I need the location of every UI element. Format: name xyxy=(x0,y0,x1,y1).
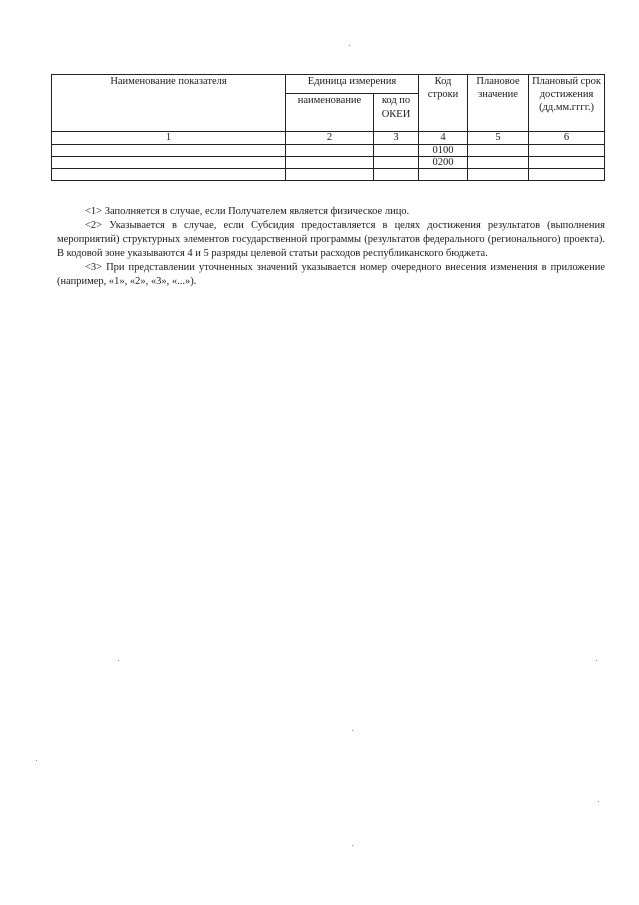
cell-unit-name xyxy=(286,169,374,181)
column-number-row xyxy=(52,132,605,145)
cell-okei xyxy=(374,169,419,181)
footnote-3: <3> При представлении уточненных значений указывается номер очередного внесения изменения в приложение (например, «1», «2», «3», «...»). xyxy=(57,262,605,287)
footnote-1: <1> Заполняется в случае, если Получателем является физическое лицо. xyxy=(85,206,410,217)
cell-planned-value xyxy=(468,169,529,181)
scan-speck xyxy=(598,801,599,802)
column-number: 2 xyxy=(286,132,374,145)
cell-planned-value xyxy=(468,145,529,157)
scan-speck xyxy=(596,660,597,661)
cell-planned-value xyxy=(468,157,529,169)
cell-unit-name xyxy=(286,145,374,157)
footnotes xyxy=(57,205,605,289)
header-row-code: Код строки xyxy=(419,75,468,132)
header-planned-deadline: Плановый срок достижения (дд.мм.гггг.) xyxy=(529,75,605,132)
cell-row-code: 0100 xyxy=(419,145,468,157)
cell-planned-deadline xyxy=(529,157,605,169)
cell-planned-deadline xyxy=(529,169,605,181)
column-number: 3 xyxy=(374,132,419,145)
header-unit-okei: код по ОКЕИ xyxy=(374,94,419,132)
header-unit-group: Единица измерения xyxy=(286,75,419,94)
column-number: 1 xyxy=(52,132,286,145)
scan-speck xyxy=(36,760,37,761)
cell-okei xyxy=(374,145,419,157)
column-number: 5 xyxy=(468,132,529,145)
header-unit-name: наименование xyxy=(286,94,374,132)
cell-okei xyxy=(374,157,419,169)
scan-speck xyxy=(349,45,350,46)
header-planned-value: Плановое значение xyxy=(468,75,529,132)
cell-row-code: 0200 xyxy=(419,157,468,169)
cell-indicator xyxy=(52,157,286,169)
indicators-table xyxy=(51,74,605,181)
footnote-2: <2> Указывается в случае, если Субсидия предоставляется в целях достижения результатов (выполнения мероприятий) структурных элементов государственной программы (результатов федерального (регионального) проекта). В кодовой зоне указываются 4 и 5 разряды целевой статьи расходов республиканского бюджета. xyxy=(57,220,605,259)
cell-indicator xyxy=(52,145,286,157)
cell-row-code xyxy=(419,169,468,181)
scan-speck xyxy=(352,845,353,846)
scan-speck xyxy=(118,660,119,661)
table-row xyxy=(52,145,605,157)
cell-planned-deadline xyxy=(529,145,605,157)
column-number: 6 xyxy=(529,132,605,145)
table-row xyxy=(52,169,605,181)
column-number: 4 xyxy=(419,132,468,145)
table-row xyxy=(52,157,605,169)
cell-indicator xyxy=(52,169,286,181)
header-indicator-name: Наименование показателя xyxy=(52,75,286,132)
cell-unit-name xyxy=(286,157,374,169)
scan-speck xyxy=(352,730,353,731)
